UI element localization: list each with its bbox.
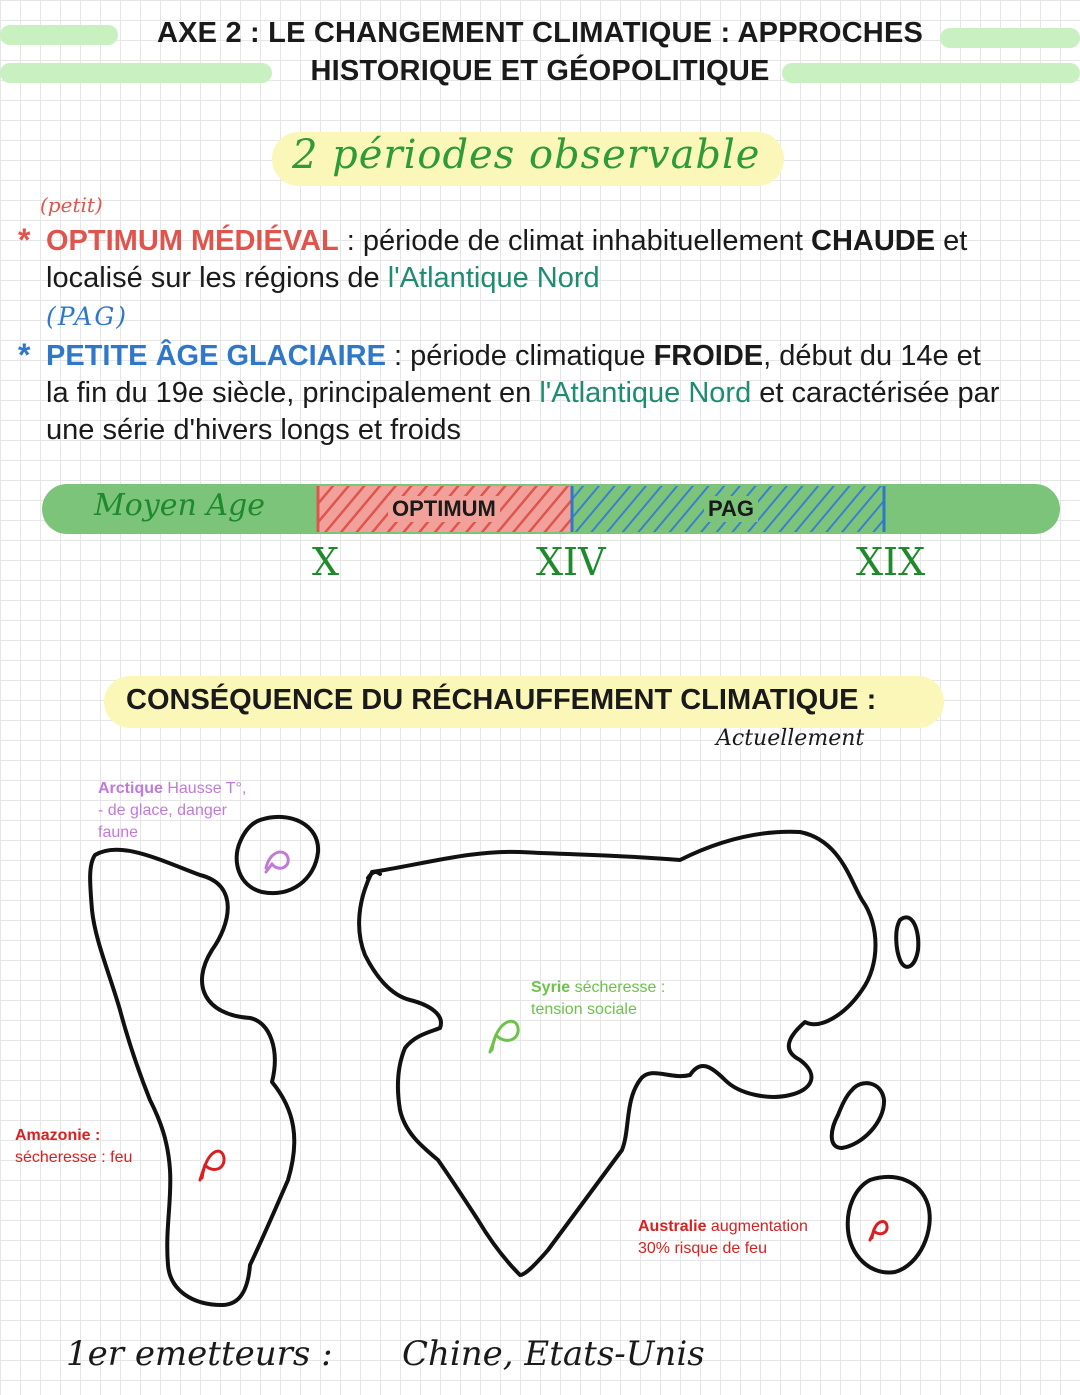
optimum-text1: : période de climat inhabituellement (338, 225, 812, 257)
footer-emitters-label: 1er emetteurs : (66, 1334, 333, 1374)
pag-emph: FROIDE (653, 340, 764, 372)
greenland-outline (237, 817, 318, 893)
timeline-tick-x: X (312, 540, 340, 584)
arctique-note-line3: faune (98, 824, 139, 841)
pag-star: * (18, 337, 31, 373)
japan-outline (896, 917, 918, 967)
pag-note: (PAG) (46, 302, 129, 331)
island-outline (832, 1083, 884, 1148)
arctique-note-rest: Hausse T°, (162, 780, 247, 797)
optimum-line2 (46, 259, 1076, 297)
amazonie-note-line2: sécheresse : feu (15, 1149, 133, 1166)
arctique-note-bold: Arctique (98, 780, 163, 797)
world-map (0, 760, 1080, 1330)
australia-outline (848, 1177, 930, 1272)
optimum-star: * (18, 222, 31, 258)
page-title-line1: AXE 2 : LE CHANGEMENT CLIMATIQUE : APPROCHES (156, 17, 924, 49)
timeline-pag-label: PAG (704, 496, 758, 522)
pin-icon (200, 852, 887, 1240)
page-title-line2: HISTORIQUE ET GÉOPOLITIQUE (310, 55, 770, 87)
optimum-emph: CHAUDE (811, 225, 936, 257)
arctique-note-line2: - de glace, danger (98, 802, 227, 819)
syrie-note-bold: Syrie (531, 979, 571, 996)
timeline-label: Moyen Age (94, 488, 265, 523)
optimum-text2: et (935, 225, 968, 257)
optimum-region: l'Atlantique Nord (387, 262, 600, 294)
amazonie-note (15, 1125, 132, 1169)
optimum-line2-text: localisé sur les régions de (46, 262, 388, 294)
australie-note (638, 1216, 808, 1260)
arctique-note (98, 778, 246, 844)
pag-line2 (46, 374, 1076, 412)
pag-text1: : période climatique (385, 340, 654, 372)
pag-line3: une série d'hivers longs et froids (46, 414, 461, 446)
footer-emitters: Chine, Etats-Unis (402, 1334, 705, 1374)
timeline-tick-xix: XIX (856, 540, 926, 584)
pag-name: PETITE ÂGE GLACIAIRE (46, 340, 386, 372)
australie-note-line2: 30% risque de feu (638, 1240, 767, 1257)
optimum-name: OPTIMUM MÉDIÉVAL (46, 225, 339, 257)
syrie-note-line2: tension sociale (531, 1001, 637, 1018)
syrie-note (531, 977, 665, 1021)
optimum-line1 (46, 222, 1076, 260)
amazonie-note-line1: Amazonie : (15, 1127, 101, 1144)
timeline-tick-xiv: XIV (536, 540, 606, 584)
consequence-heading: CONSÉQUENCE DU RÉCHAUFFEMENT CLIMATIQUE : (126, 684, 877, 716)
eurasia-africa-outline (359, 832, 875, 1275)
timeline-optimum-label: OPTIMUM (388, 496, 500, 522)
optimum-note: (petit) (40, 193, 103, 217)
consequence-note: Actuellement (716, 726, 865, 751)
pag-line2-end: et caractérisée par (751, 377, 1000, 409)
pag-region: l'Atlantique Nord (539, 377, 752, 409)
pag-line2-text: la fin du 19e siècle, principalement en (46, 377, 540, 409)
australie-note-bold: Australie (638, 1218, 707, 1235)
subtitle: 2 périodes observable (292, 132, 761, 178)
americas-outline (90, 850, 294, 1305)
australie-note-rest: augmentation (706, 1218, 808, 1235)
pag-text2: , début du 14e et (763, 340, 981, 372)
pag-line1 (46, 337, 1076, 375)
syrie-note-rest: sécheresse : (570, 979, 666, 996)
